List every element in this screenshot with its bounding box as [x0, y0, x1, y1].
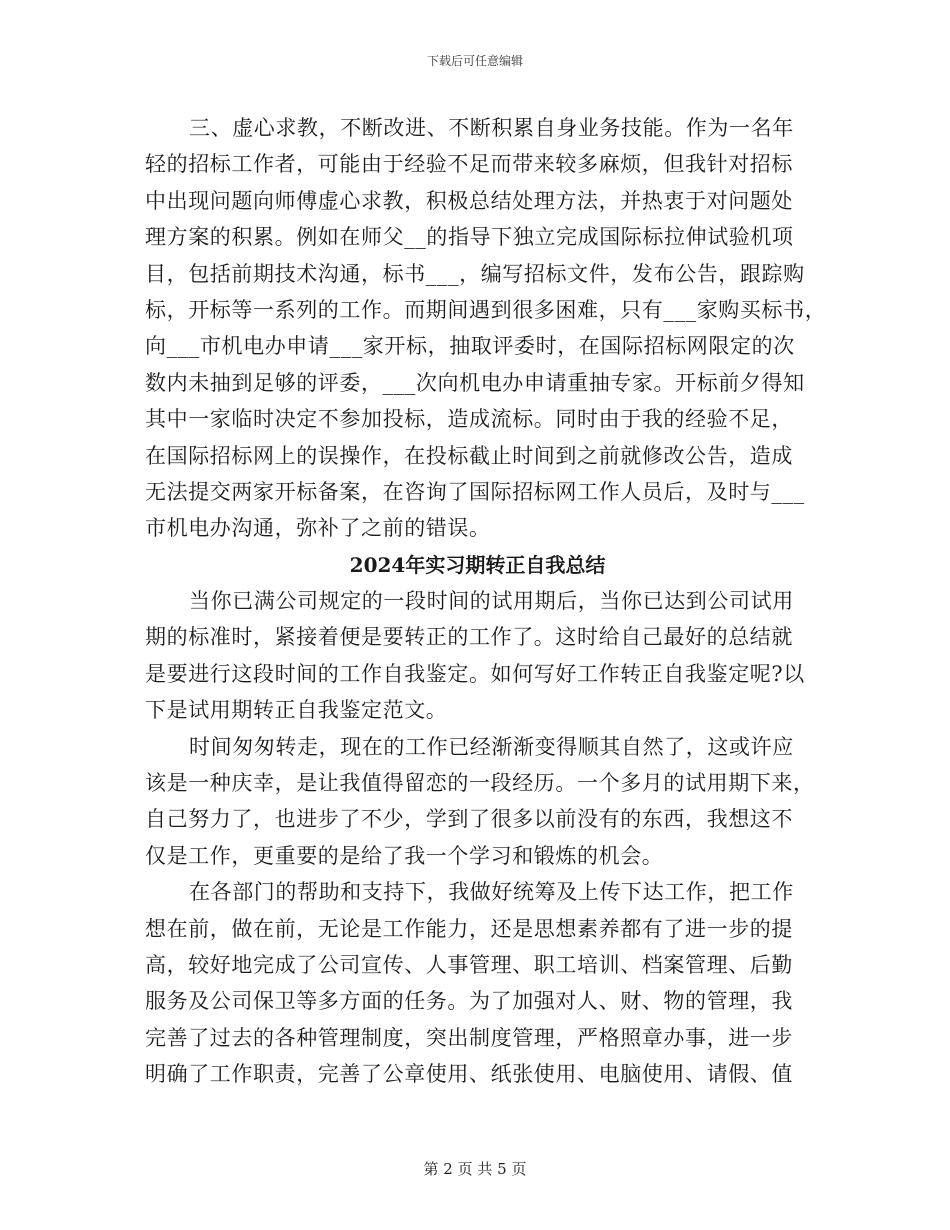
- text-line: 高，较好地完成了公司宣传、人事管理、职工培训、档案管理、后勤: [145, 952, 793, 977]
- text-line: 中出现问题向师傅虚心求教，积极总结处理方法，并热衷于对问题处: [145, 188, 793, 213]
- document-body: [145, 110, 827, 1093]
- text-line: 仅是工作，更重要的是给了我一个学习和锻炼的机会。: [145, 843, 664, 868]
- text-line: 标，开标等一系列的工作。而期间遇到很多困难，只有___家购买标书，: [145, 297, 827, 322]
- text-line: 是要进行这段时间的工作自我鉴定。如何写好工作转正自我鉴定呢?以: [145, 661, 805, 686]
- text-line: 下是试用期转正自我鉴定范文。: [145, 698, 448, 723]
- page-header: 下载后可任意编辑: [426, 54, 523, 68]
- text-line: 明确了工作职责，完善了公章使用、纸张使用、电脑使用、请假、值: [145, 1062, 793, 1087]
- document-title: 2024年实习期转正自我总结: [349, 552, 606, 577]
- text-line: 理方案的积累。例如在师父__的指导下独立完成国际标拉伸试验机项: [145, 225, 794, 250]
- text-line: 服务及公司保卫等多方面的任务。为了加强对人、财、物的管理，我: [145, 989, 793, 1014]
- text-line: 完善了过去的各种管理制度，突出制度管理，严格照章办事，进一步: [145, 1025, 793, 1050]
- paragraph-intro: [145, 583, 810, 729]
- text-line: 数内未抽到足够的评委，___次向机电办申请重抽专家。开标前夕得知: [145, 370, 805, 395]
- text-line: 在国际招标网上的误操作，在投标截止时间到之前就修改公告，造成: [145, 443, 793, 468]
- text-line: 自己努力了，也进步了不少，学到了很多以前没有的东西，我想这不: [145, 807, 793, 832]
- text-line: 三、虚心求教，不断改进、不断积累自身业务技能。作为一名年: [189, 116, 794, 140]
- paragraph-departments: [145, 874, 810, 1092]
- text-line: 市机电办沟通，弥补了之前的错误。: [145, 516, 491, 541]
- text-line: 期的标准时，紧接着便是要转正的工作了。这时给自己最好的总结就: [145, 625, 793, 650]
- paragraph-time: [145, 729, 815, 875]
- text-line: 时间匆匆转走，现在的工作已经渐渐变得顺其自然了，这或许应: [189, 734, 794, 759]
- text-line: 在各部门的帮助和支持下，我做好统筹及上传下达工作，把工作: [189, 880, 794, 905]
- text-line: 当你已满公司规定的一段时间的试用期后，当你已达到公司试用: [189, 589, 794, 614]
- text-line: 其中一家临时决定不参加投标，造成流标。同时由于我的经验不足，: [145, 407, 793, 432]
- text-line: 向___市机电办申请___家开标，抽取评委时，在国际招标网限定的次: [145, 334, 795, 359]
- paragraph-section-three: [145, 110, 827, 547]
- text-line: 目，包括前期技术沟通，标书___，编写招标文件，发布公告，跟踪购: [145, 261, 805, 286]
- text-line: 无法提交两家开标备案，在咨询了国际招标网工作人员后，及时与___: [145, 479, 805, 504]
- text-line: 该是一种庆幸，是让我值得留恋的一段经历。一个多月的试用期下来，: [145, 771, 815, 796]
- text-line: 轻的招标工作者，可能由于经验不足而带来较多麻烦，但我针对招标: [145, 152, 793, 177]
- page-number-footer: 第 2 页 共 5 页: [423, 1160, 527, 1178]
- text-line: 想在前，做在前，无论是工作能力，还是思想素养都有了进一步的提: [145, 916, 793, 941]
